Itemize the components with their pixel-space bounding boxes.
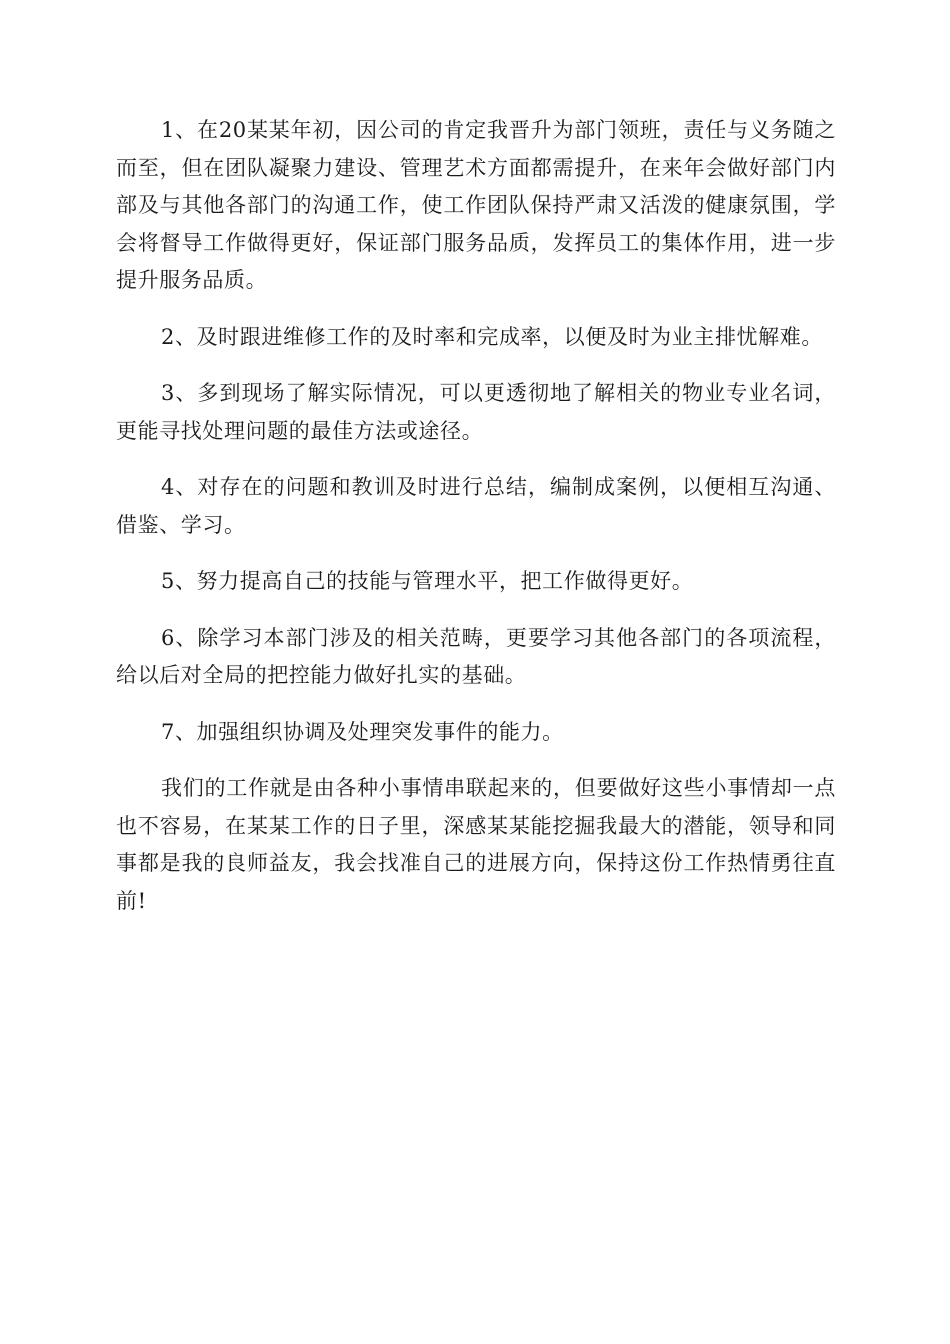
paragraph-item-5: 5、努力提高自己的技能与管理水平，把工作做得更好。 — [161, 569, 694, 593]
paragraph-item-1: 1、在20某某年初，因公司的肯定我晋升为部门领班，责任与义务随之而至，但在团队凝聚力建设、管理艺术方面都需提升，在来年会做好部门内部及与其他各部门的沟通工作，使工作团队保持严肃又活泼的健康氛围，学会将督导工作做得更好，保证部门服务品质，发挥员工的集体作用，进一步提升服务品质。 — [116, 118, 836, 292]
paragraph-item-2: 2、及时跟进维修工作的及时率和完成率，以便及时为业主排忧解难。 — [161, 324, 823, 349]
paragraph-item-3: 3、多到现场了解实际情况，可以更透彻地了解相关的物业专业名词，更能寻找处理问题的最佳方法或途径。 — [116, 381, 836, 443]
paragraph-item-4: 4、对存在的问题和教训及时进行总结，编制成案例，以便相互沟通、借鉴、学习。 — [116, 475, 836, 537]
document-page — [116, 112, 836, 939]
paragraph-item-7: 7、加强组织协调及处理突发事件的能力。 — [161, 719, 564, 744]
closing-paragraph: 我们的工作就是由各种小事情串联起来的，但要做好这些小事情却一点也不容易，在某某工作的日子里，深感某某能挖掘我最大的潜能，领导和同事都是我的良师益友，我会找准自己的进展方向，保持这份工作热情勇往直前! — [116, 776, 836, 913]
paragraph-item-6: 6、除学习本部门涉及的相关范畴，更要学习其他各部门的各项流程，给以后对全局的把控能力做好扎实的基础。 — [116, 625, 836, 687]
